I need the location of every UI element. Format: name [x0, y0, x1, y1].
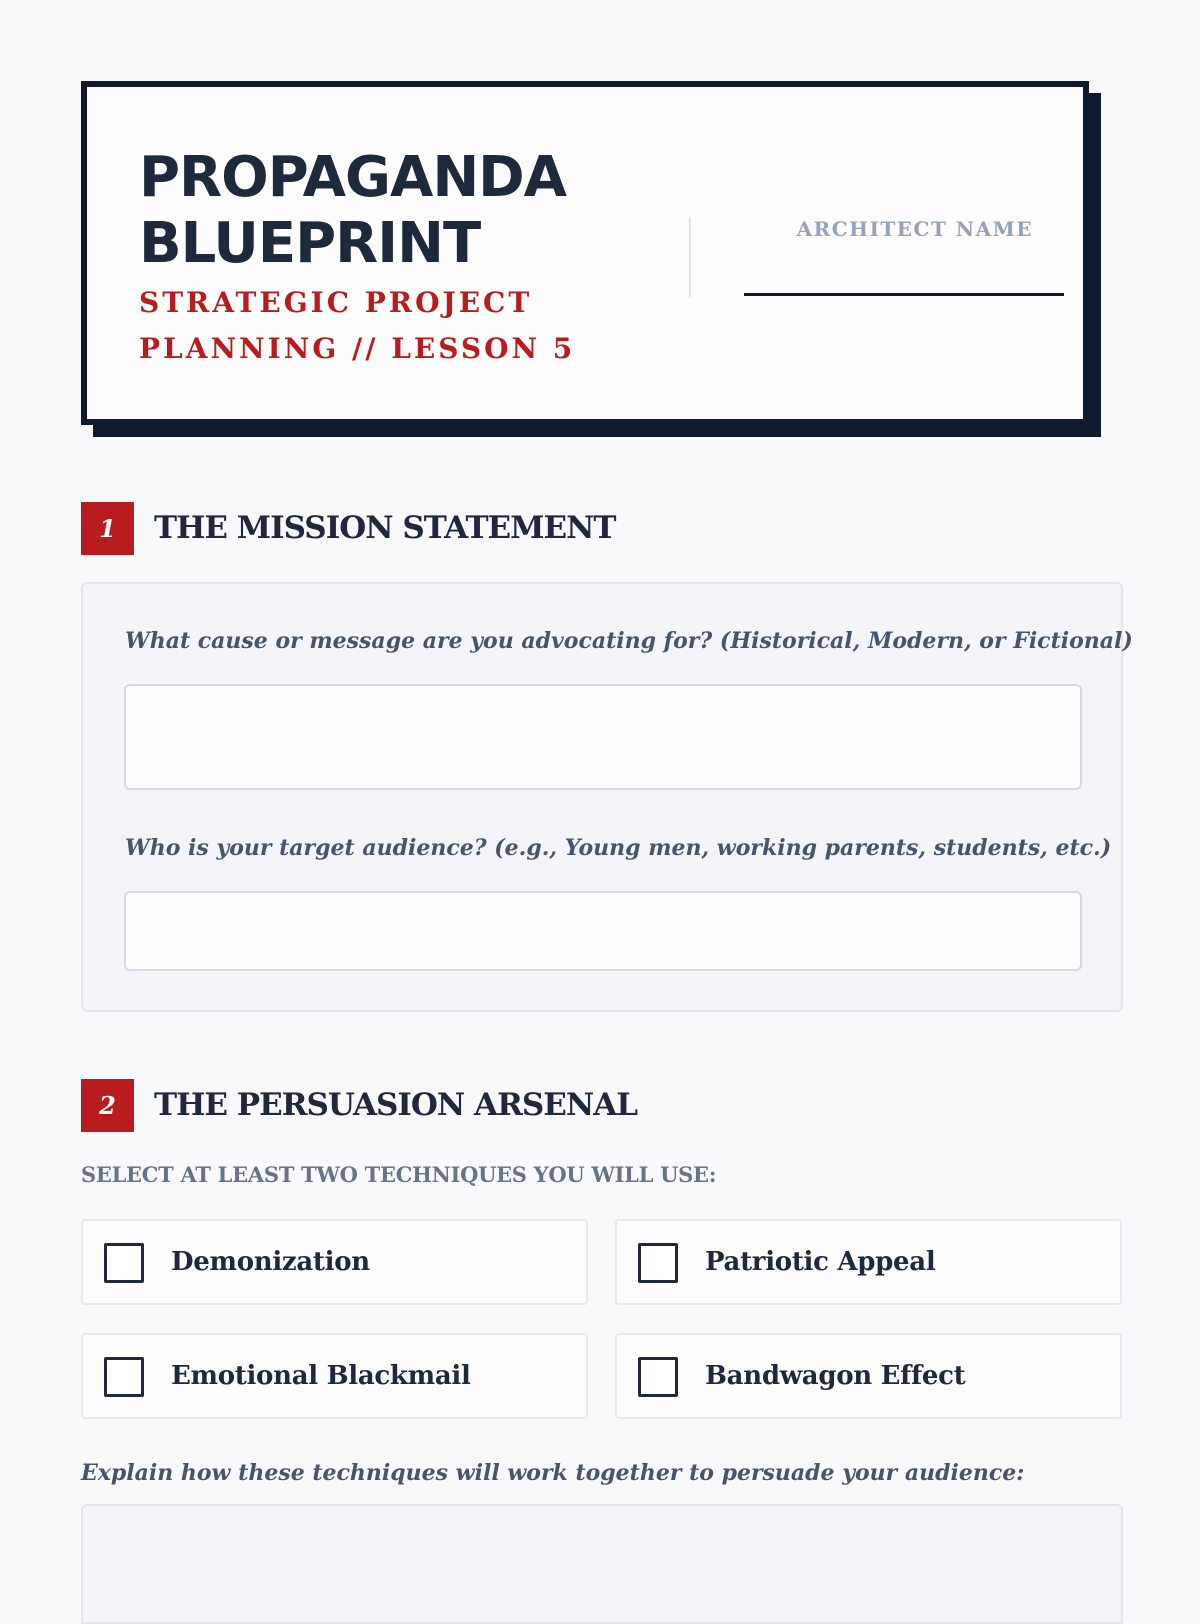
subtitle-line-1: STRATEGIC PROJECT — [139, 286, 533, 319]
subtitle-line-2: PLANNING // LESSON 5 — [139, 332, 576, 365]
demonization-checkbox[interactable] — [104, 1243, 144, 1283]
explain-question: Explain how these techniques will work together to persuade your audience: — [81, 1460, 1025, 1486]
option-bandwagon-effect[interactable] — [615, 1333, 1122, 1419]
section-2-title: THE PERSUASION ARSENAL — [154, 1087, 638, 1123]
option-label: Demonization — [171, 1247, 370, 1277]
patriotic-appeal-checkbox[interactable] — [638, 1243, 678, 1283]
emotional-blackmail-checkbox[interactable] — [104, 1357, 144, 1397]
header-card — [81, 81, 1089, 425]
section-2-number-badge: 2 — [81, 1079, 134, 1132]
option-label: Patriotic Appeal — [705, 1247, 936, 1277]
page-subtitle — [139, 280, 599, 372]
option-patriotic-appeal[interactable] — [615, 1219, 1122, 1305]
architect-name-field[interactable] — [744, 293, 1064, 296]
section-1-title: THE MISSION STATEMENT — [154, 510, 616, 546]
cause-question: What cause or message are you advocating for? (Historical, Modern, or Fictional) — [125, 628, 1133, 654]
title-line-2: BLUEPRINT — [139, 211, 481, 276]
option-label: Bandwagon Effect — [705, 1361, 966, 1391]
section-1-header — [81, 502, 1101, 556]
option-emotional-blackmail[interactable] — [81, 1333, 588, 1419]
page-title — [139, 145, 659, 277]
option-demonization[interactable] — [81, 1219, 588, 1305]
bandwagon-effect-checkbox[interactable] — [638, 1357, 678, 1397]
cause-answer-field[interactable] — [124, 684, 1082, 790]
architect-name-label: ARCHITECT NAME — [796, 217, 1033, 241]
option-label: Emotional Blackmail — [171, 1361, 471, 1391]
technique-instructions: SELECT AT LEAST TWO TECHNIQUES YOU WILL USE: — [81, 1162, 717, 1187]
explain-answer-field[interactable] — [81, 1504, 1123, 1624]
title-line-1: PROPAGANDA — [139, 145, 567, 210]
header-divider — [689, 217, 691, 297]
mission-statement-panel — [81, 582, 1133, 1012]
audience-answer-field[interactable] — [124, 891, 1082, 971]
section-1-number-badge: 1 — [81, 502, 134, 555]
audience-question: Who is your target audience? (e.g., Young men, working parents, students, etc.) — [125, 835, 1112, 861]
section-2-header — [81, 1079, 1101, 1133]
